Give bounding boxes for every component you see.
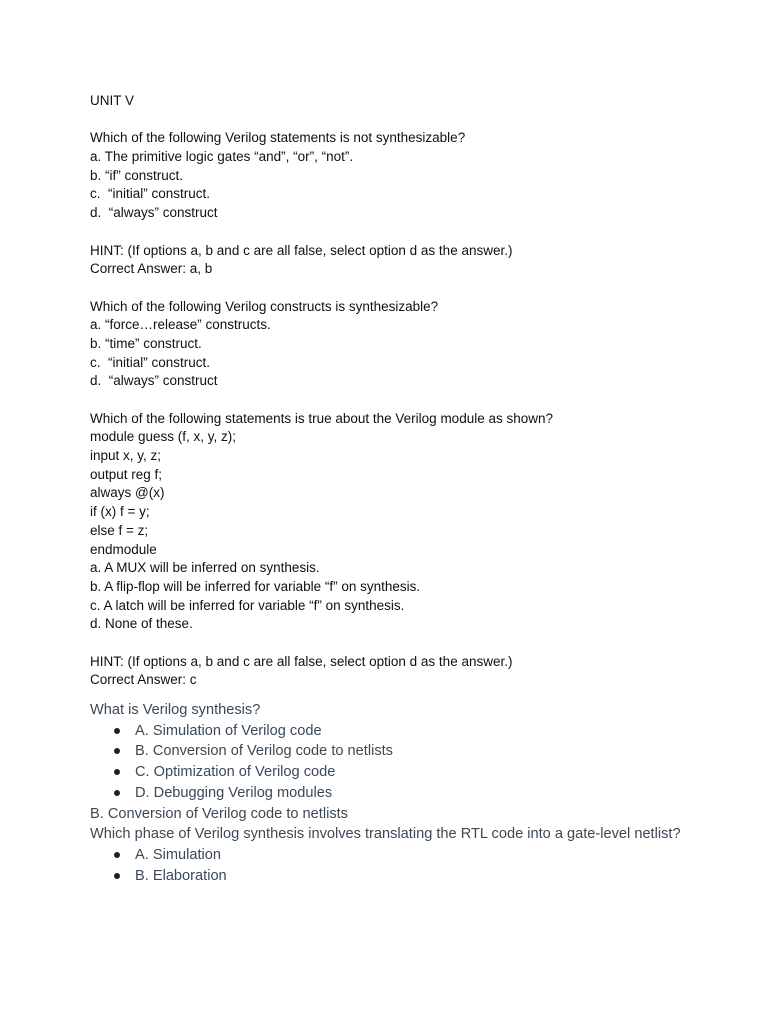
unit-title: UNIT V (90, 93, 135, 108)
code-line: output reg f; (90, 466, 163, 482)
question-3-answer: Correct Answer: c (90, 672, 197, 688)
question-3-hint: HINT: (If options a, b and c are all false, select option d as the answer.) (90, 653, 513, 669)
code-line: module guess (f, x, y, z); (90, 429, 237, 445)
bullet-icon (114, 748, 120, 754)
bullet-icon (114, 873, 120, 879)
question-2-text: Which of the following Verilog constructs is synthesizable? (90, 298, 439, 314)
question-2-option-b: b. “time” construct. (90, 335, 202, 351)
list-item: C. Optimization of Verilog code (90, 762, 730, 783)
question-4-options (90, 721, 730, 804)
question-4-answer: B. Conversion of Verilog code to netlists (90, 805, 348, 822)
question-1-option-c: c. “initial” construct. (90, 186, 211, 202)
code-line: endmodule (90, 541, 157, 557)
question-1-text: Which of the following Verilog statements is not synthesizable? (90, 130, 466, 146)
question-1-answer: Correct Answer: a, b (90, 261, 213, 277)
question-5-options (90, 845, 730, 886)
bullet-icon (114, 769, 120, 775)
question-3-text: Which of the following statements is true about the Verilog module as shown? (90, 410, 554, 426)
list-item: A. Simulation of Verilog code (90, 721, 730, 742)
code-line: if (x) f = y; (90, 504, 150, 520)
list-item: D. Debugging Verilog modules (90, 783, 730, 804)
question-1-option-b: b. “if” construct. (90, 167, 184, 183)
list-item: B. Elaboration (90, 866, 730, 887)
question-5-text: Which phase of Verilog synthesis involves translating the RTL code into a gate-level netlist? (90, 826, 681, 843)
question-3-option-b: b. A flip-flop will be inferred for variable “f” on synthesis. (90, 578, 421, 594)
question-3-option-c: c. A latch will be inferred for variable “f” on synthesis. (90, 597, 405, 613)
question-1-option-a: a. The primitive logic gates “and”, “or”, “not”. (90, 149, 354, 165)
bullet-icon (114, 790, 120, 796)
question-4-text: What is Verilog synthesis? (90, 702, 261, 718)
code-line: else f = z; (90, 522, 149, 538)
bullet-icon (114, 728, 120, 734)
code-line: always @(x) (90, 485, 165, 501)
list-item: B. Conversion of Verilog code to netlists (90, 741, 730, 762)
question-3-option-a: a. A MUX will be inferred on synthesis. (90, 560, 320, 576)
mcq-section (90, 700, 730, 886)
question-1-option-d: d. “always” construct (90, 205, 218, 221)
code-line: input x, y, z; (90, 448, 162, 464)
question-1-hint: HINT: (If options a, b and c are all false, select option d as the answer.) (90, 242, 513, 258)
list-item: A. Simulation (90, 845, 730, 866)
bullet-icon (114, 852, 120, 858)
question-2-option-a: a. “force…release” constructs. (90, 317, 271, 333)
question-2-option-d: d. “always” construct (90, 373, 218, 389)
question-3-option-d: d. None of these. (90, 616, 193, 632)
document-content (90, 92, 730, 886)
question-2-option-c: c. “initial” construct. (90, 354, 211, 370)
